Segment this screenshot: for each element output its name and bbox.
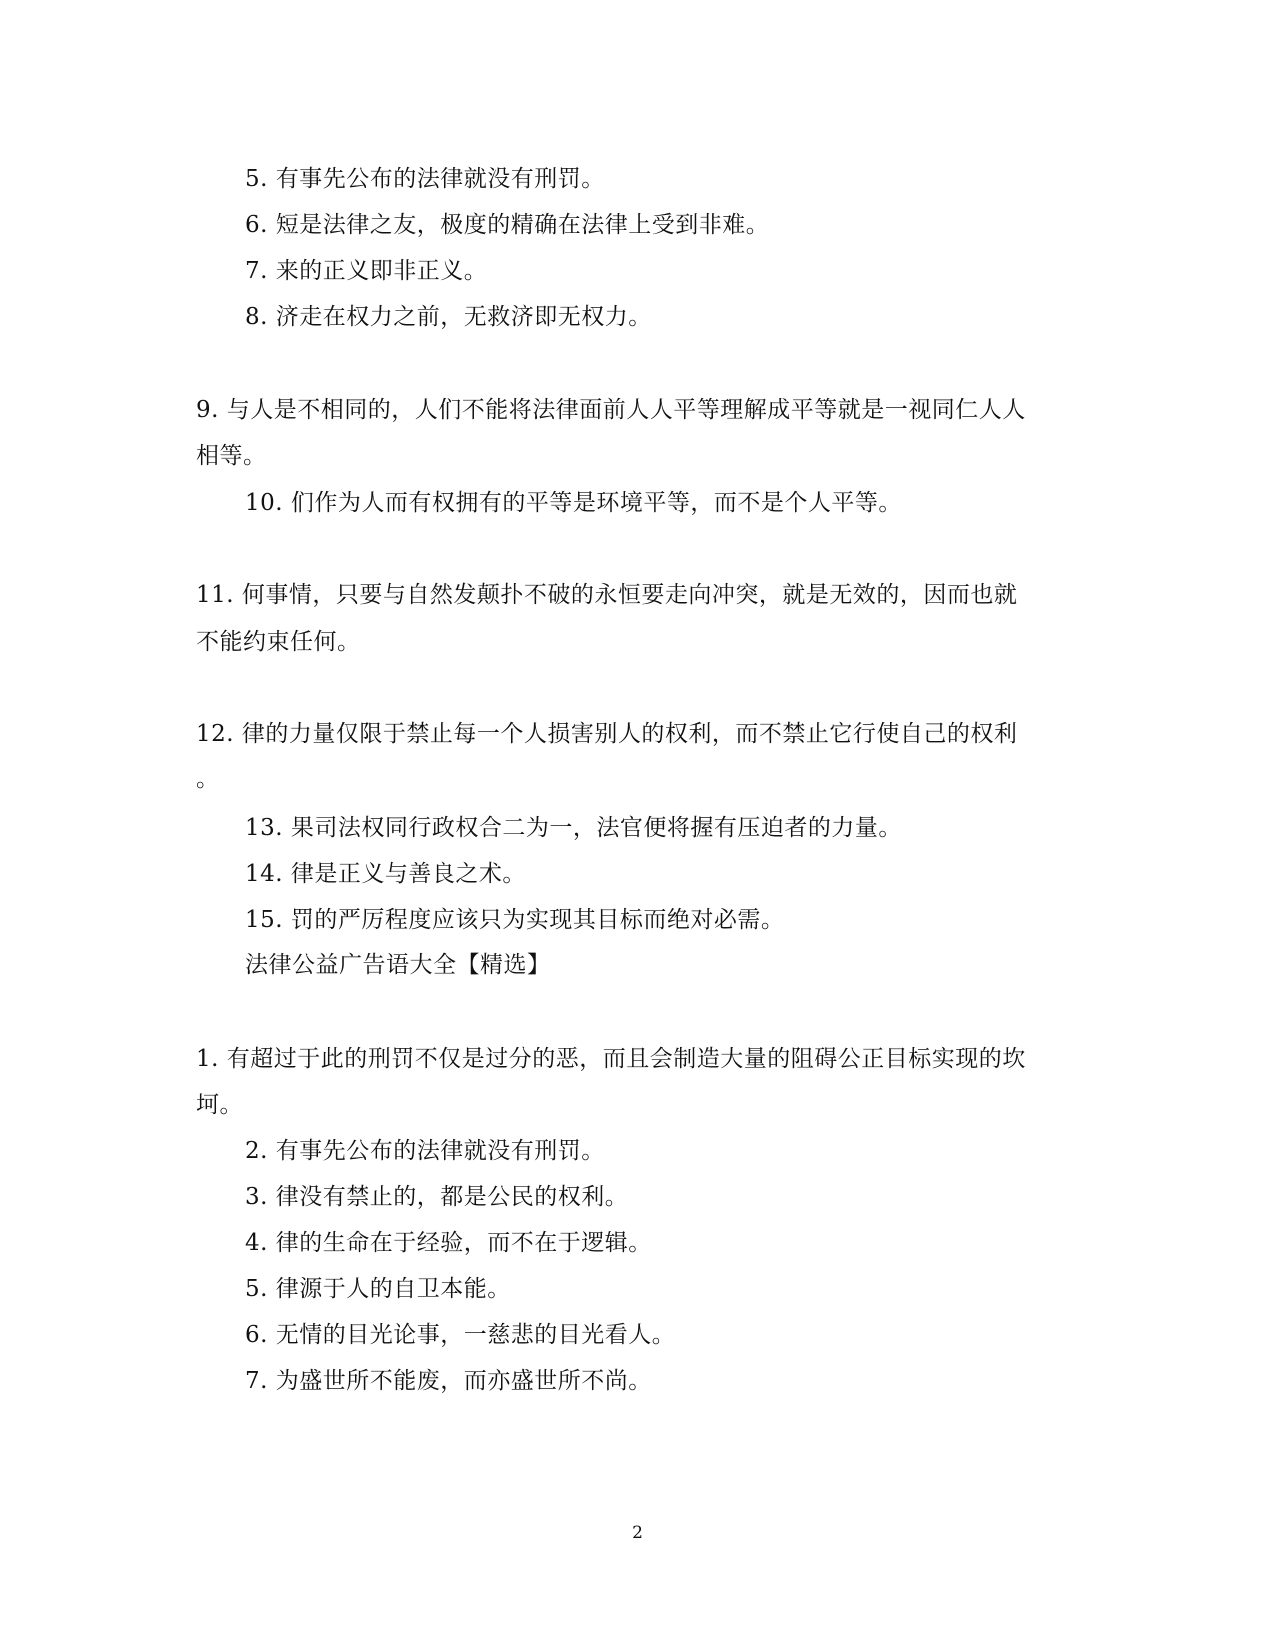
list-item: 9. 与人是不相同的，人们不能将法律面前人人平等理解成平等就是一视同仁人人 bbox=[196, 397, 1026, 423]
list-item-continuation: 相等。 bbox=[196, 443, 267, 469]
list-item: 13. 果司法权同行政权合二为一，法官便将握有压迫者的力量。 bbox=[245, 815, 902, 841]
list-item-continuation: 不能约束任何。 bbox=[196, 629, 361, 655]
list-item: 7. 为盛世所不能废，而亦盛世所不尚。 bbox=[245, 1368, 652, 1394]
list-item: 4. 律的生命在于经验，而不在于逻辑。 bbox=[245, 1230, 652, 1256]
section-heading: 法律公益广告语大全【精选】 bbox=[245, 952, 551, 978]
list-item: 7. 来的正义即非正义。 bbox=[245, 258, 488, 284]
list-item: 3. 律没有禁止的，都是公民的权利。 bbox=[245, 1184, 629, 1210]
page-number: 2 bbox=[632, 1523, 643, 1543]
list-item: 10. 们作为人而有权拥有的平等是环境平等，而不是个人平等。 bbox=[245, 490, 902, 516]
list-item: 6. 无情的目光论事，一慈悲的目光看人。 bbox=[245, 1322, 676, 1348]
list-item: 6. 短是法律之友，极度的精确在法律上受到非难。 bbox=[245, 212, 770, 238]
list-item: 12. 律的力量仅限于禁止每一个人损害别人的权利，而不禁止它行使自己的权利 bbox=[196, 721, 1018, 747]
list-item: 14. 律是正义与善良之术。 bbox=[245, 861, 526, 887]
list-item-continuation: 。 bbox=[196, 766, 220, 792]
list-item: 1. 有超过于此的刑罚不仅是过分的恶，而且会制造大量的阻碍公正目标实现的坎 bbox=[196, 1046, 1026, 1072]
list-item: 5. 有事先公布的法律就没有刑罚。 bbox=[245, 166, 605, 192]
list-item-continuation: 坷。 bbox=[196, 1092, 243, 1118]
list-item: 15. 罚的严厉程度应该只为实现其目标而绝对必需。 bbox=[245, 907, 785, 933]
list-item: 8. 济走在权力之前，无救济即无权力。 bbox=[245, 304, 652, 330]
list-item: 5. 律源于人的自卫本能。 bbox=[245, 1276, 511, 1302]
list-item: 2. 有事先公布的法律就没有刑罚。 bbox=[245, 1138, 605, 1164]
list-item: 11. 何事情，只要与自然发颠扑不破的永恒要走向冲突，就是无效的，因而也就 bbox=[196, 582, 1018, 608]
